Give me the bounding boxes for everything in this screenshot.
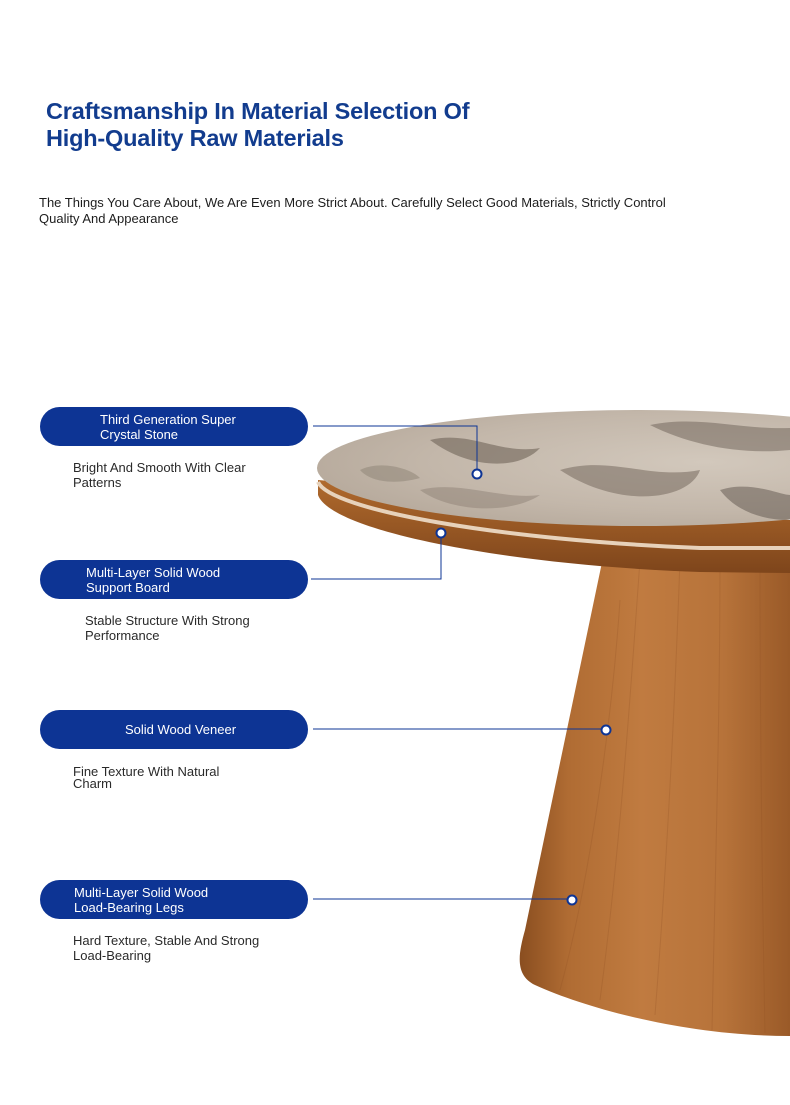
feature-label-wood-veneer: [40, 710, 308, 749]
subtitle-line: The Things You Care About, We Are Even More Strict About. Carefully Select Good Materials, Strictly Control: [39, 195, 666, 210]
pedestal-leg: [520, 548, 790, 1036]
page-subtitle: [39, 195, 729, 227]
feature-description-support-board: [85, 613, 250, 643]
feature-label-line: Multi-Layer Solid Wood: [86, 564, 221, 580]
feature-label-line: Crystal Stone: [100, 426, 179, 442]
feature-label-load-bearing-legs: [40, 880, 308, 919]
title-line: High-Quality Raw Materials: [46, 125, 344, 151]
callout-dot-icon: [602, 726, 611, 735]
feature-label-line: Third Generation Super: [100, 411, 236, 427]
feature-description-load-bearing-legs: [73, 933, 259, 963]
callout-dot-icon: [568, 896, 577, 905]
callout-dot-icon: [473, 470, 482, 479]
page-title: [46, 98, 516, 152]
feature-desc-line: Patterns: [73, 475, 122, 490]
feature-description-crystal-stone: [73, 460, 246, 490]
feature-label-crystal-stone: [40, 407, 308, 446]
feature-desc-line: Performance: [85, 628, 160, 643]
feature-desc-line: Hard Texture, Stable And Strong: [73, 933, 260, 948]
feature-desc-line: Bright And Smooth With Clear: [73, 460, 246, 475]
feature-label-line: Solid Wood Veneer: [125, 722, 237, 737]
feature-desc-line: Fine Texture With Natural: [73, 764, 220, 779]
feature-desc-line: Stable Structure With Strong: [85, 613, 250, 628]
feature-description-wood-veneer: [73, 766, 219, 790]
feature-label-line: Multi-Layer Solid Wood: [74, 884, 209, 900]
feature-label-line: Support Board: [86, 579, 170, 595]
subtitle-line: Quality And Appearance: [39, 211, 179, 226]
feature-label-support-board: [40, 560, 308, 599]
feature-desc-line: Charm: [73, 776, 113, 791]
feature-label-line: Load-Bearing Legs: [74, 899, 184, 915]
callout-dot-icon: [437, 529, 446, 538]
feature-desc-line: Load-Bearing: [73, 948, 152, 963]
title-line: Craftsmanship In Material Selection Of: [46, 98, 470, 124]
